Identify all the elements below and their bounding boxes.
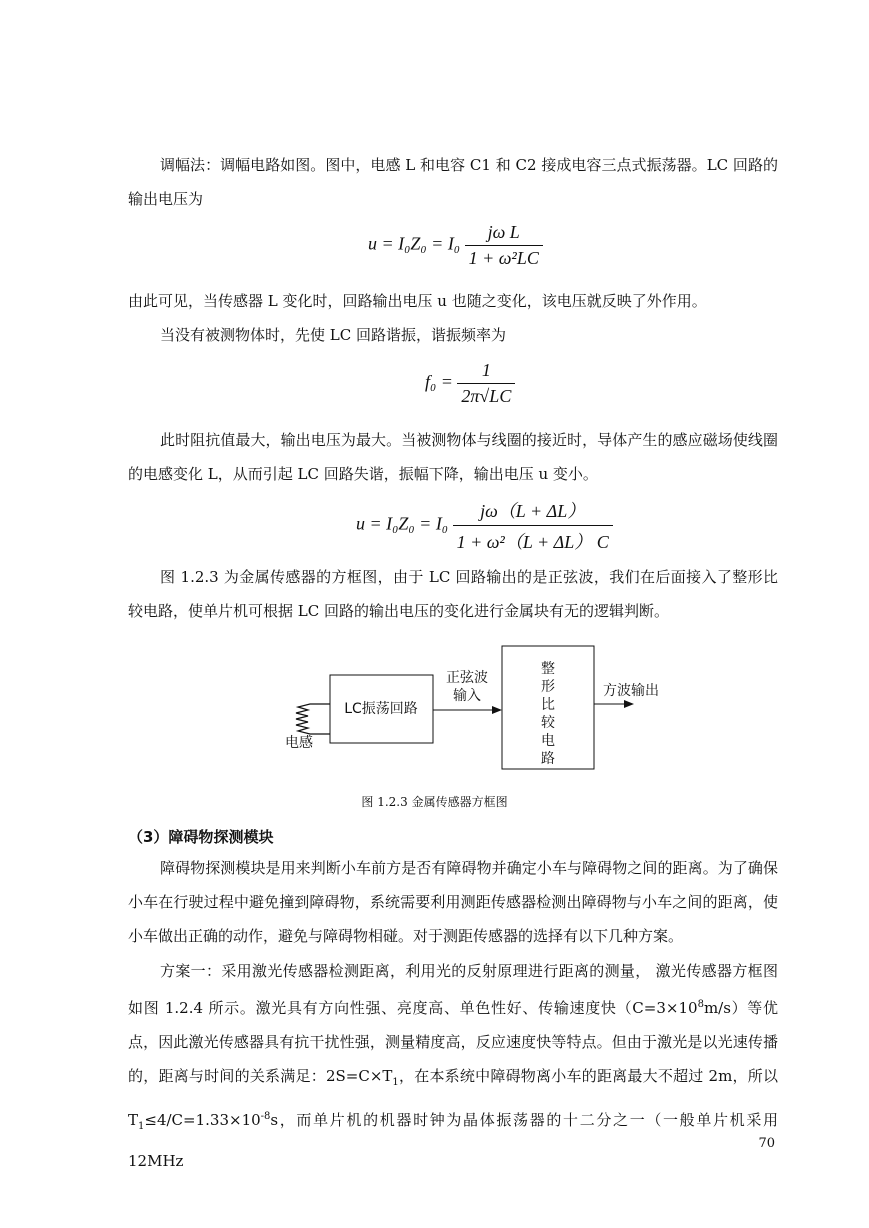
page-number: 70 <box>758 1136 775 1151</box>
shaping-char-2: 形 <box>541 679 555 695</box>
eq2-denominator: 2π√LC <box>461 386 512 406</box>
p7-sup2: -8 <box>260 1111 271 1122</box>
sine-arrowhead <box>492 706 502 714</box>
p7-sup: 8 <box>697 999 704 1010</box>
paragraph-sensor-change: 由此可见，当传感器 L 变化时，回路输出电压 u 也随之变化，该电压就反映了外作用。 <box>128 292 707 310</box>
paragraph-obstacle-module: 障碍物探测模块是用来判断小车前方是否有障碍物并确定小车与障碍物之间的距离。为了确保小车在行驶过程中避免撞到障碍物，系统需要利用测距传感器检测出障碍物与小车之间的距离，使小车做出正确的动作，避免与障碍物相碰。对于测距传感器的选择有以下几种方案。 <box>128 859 778 945</box>
section-heading: （3）障碍物探测模块 <box>128 828 274 846</box>
shaping-char-1: 整 <box>541 661 555 677</box>
eq2-numerator: 1 <box>457 360 515 384</box>
metal-sensor-block-diagram <box>280 640 680 775</box>
p7-part-a: 方案一：采用激光传感器检测距离，利用光的反射原理进行距离的测量， 激光传感器方框图如图 1.2.4 所示。激光具有方向性强、亮度高、单色性好、传输速度快（C=3×10 <box>128 962 778 1017</box>
eq2-lhs: f₀ = <box>425 371 453 392</box>
p7-part-c: ，在本系统中障碍物离小车的距离最大不超过 2m，所以 T <box>128 1067 778 1129</box>
p7-part-d: ≤4/C=1.33×10 <box>144 1111 261 1129</box>
inductor-label: 电感 <box>285 735 313 751</box>
equation-output-voltage <box>368 222 543 269</box>
figure-caption: 图 1.2.3 金属传感器方框图 <box>361 795 508 809</box>
paragraph-block-diagram-intro: 图 1.2.3 为金属传感器的方框图，由于 LC 回路输出的是正弦波，我们在后面接入了整形比较电路，使单片机可根据 LC 回路的输出电压的变化进行金属块有无的逻辑判断。 <box>128 568 778 620</box>
paragraph-am-method: 调幅法：调幅电路如图。图中，电感 L 和电容 C1 和 C2 接成电容三点式振荡器。LC 回路的输出电压为 <box>128 156 778 208</box>
paragraph-resonance: 当没有被测物体时，先使 LC 回路谐振，谐振频率为 <box>160 326 506 344</box>
equation-detuned-voltage <box>356 497 613 554</box>
equation-resonant-frequency <box>425 360 515 407</box>
sine-label-2: 输入 <box>453 688 481 704</box>
eq1-denominator: 1 + ω²LC <box>468 248 539 268</box>
p7-sub1: 1 <box>392 1077 399 1088</box>
paragraph-scheme-one <box>128 954 778 1178</box>
shaping-char-3: 比 <box>541 697 555 713</box>
eq1-numerator: jω L <box>465 222 543 246</box>
shaping-char-5: 电 <box>541 733 555 749</box>
p7-sub2: 1 <box>138 1121 145 1132</box>
eq3-lhs: u = I₀Z₀ = I₀ <box>356 513 449 534</box>
paragraph-impedance: 此时阻抗值最大，输出电压为最大。当被测物体与线圈的接近时，导体产生的感应磁场使线圈的电感变化 L，从而引起 LC 回路失谐，振幅下降，输出电压 u 变小。 <box>128 431 778 483</box>
output-label: 方波输出 <box>603 683 659 699</box>
lc-block-label: LC振荡回路 <box>344 701 418 717</box>
shaping-char-4: 较 <box>541 715 555 731</box>
inductor-coil-icon <box>296 704 330 734</box>
eq3-numerator: jω（L + ΔL） <box>453 497 613 526</box>
square-arrowhead <box>624 700 634 708</box>
p7-part-e: s，而单片机的机器时钟为晶体振荡器的十二分之一（一般单片机采用 12MHz <box>128 1111 778 1170</box>
sine-label-1: 正弦波 <box>446 670 488 686</box>
p7-part-b: m/s）等优点，因此激光传感器具有抗干扰性强，测量精度高，反应速度快等特点。但由于激光是以光速传播的，距离与时间的关系满足：2S=C×T <box>128 999 779 1085</box>
eq1-lhs: u = I₀Z₀ = I₀ <box>368 233 461 254</box>
eq3-denominator: 1 + ω²（L + ΔL） C <box>456 532 609 552</box>
shaping-char-6: 路 <box>541 751 555 767</box>
